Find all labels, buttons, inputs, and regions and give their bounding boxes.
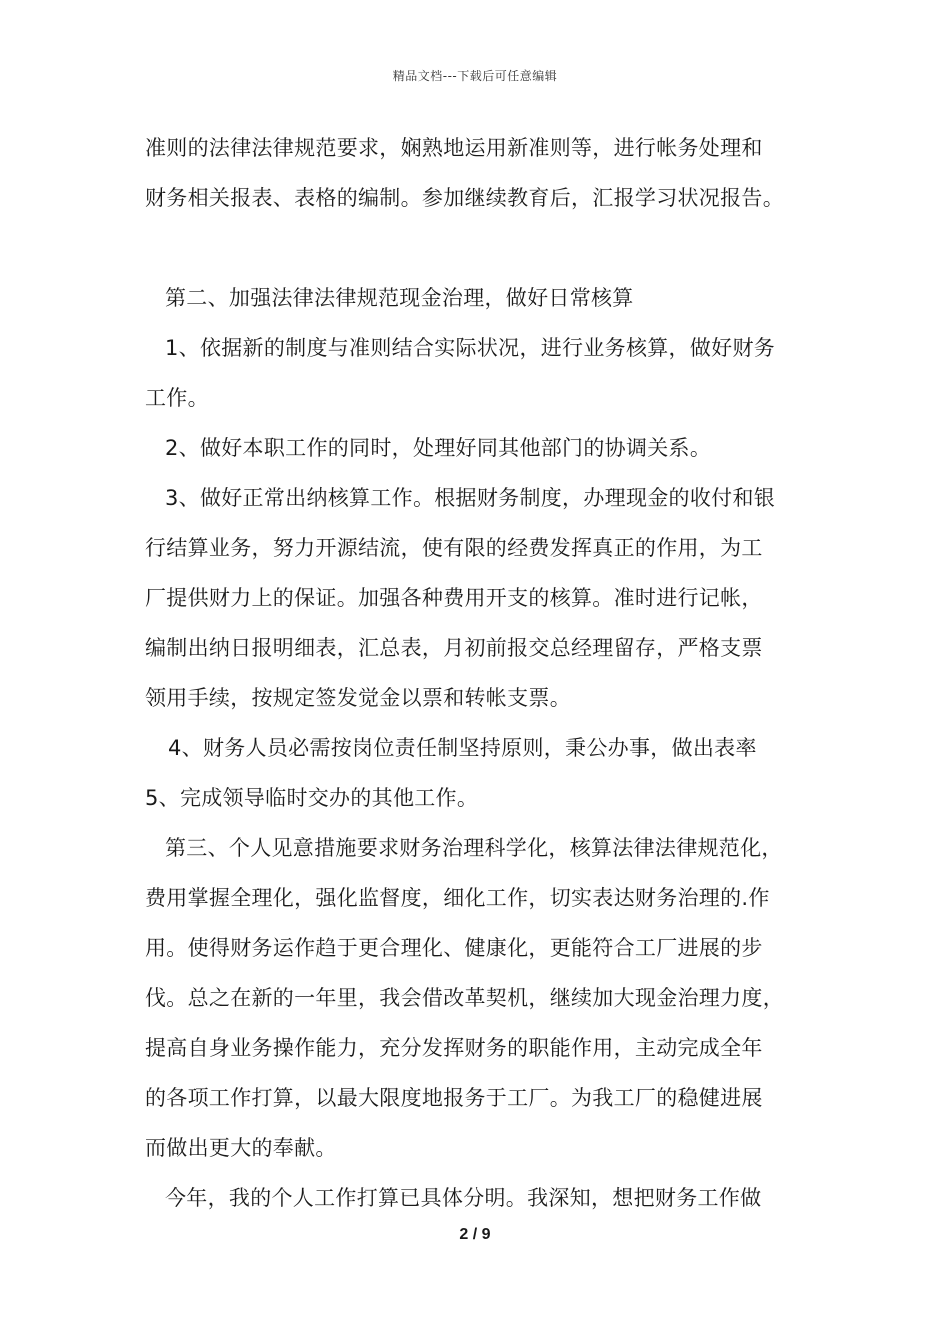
- text-line: 的各项工作打算，以最大限度地报务于工厂。为我工厂的稳健进展: [145, 1086, 763, 1110]
- text-line: 财务相关报表、表格的编制。参加继续教育后，汇报学习状况报告。: [145, 186, 784, 210]
- text-line: 提高自身业务操作能力，充分发挥财务的职能作用，主动完成全年: [145, 1036, 763, 1060]
- page-number: 2 / 9: [459, 1226, 491, 1243]
- text-line: 行结算业务，努力开源结流，使有限的经费发挥真正的作用，为工: [145, 536, 763, 560]
- text-line: 用。使得财务运作趋于更合理化、健康化，更能符合工厂进展的步: [145, 936, 763, 960]
- text-line: 领用手续，按规定签发觉金以票和转帐支票。: [145, 686, 571, 710]
- text-line: 伐。总之在新的一年里，我会借改革契机，继续加大现金治理力度，: [145, 986, 784, 1010]
- text-line: 厂提供财力上的保证。加强各种费用开支的核算。准时进行记帐，: [145, 586, 763, 610]
- text-line: 准则的法律法律规范要求，娴熟地运用新准则等，进行帐务处理和: [145, 136, 763, 160]
- text-line: 1、依据新的制度与准则结合实际状况，进行业务核算，做好财务: [165, 336, 776, 360]
- text-line: 4、财务人员必需按岗位责任制坚持原则，秉公办事，做出表率: [168, 736, 757, 760]
- text-line: 费用掌握全理化，强化监督度，细化工作，切实表达财务治理的.作: [145, 886, 770, 910]
- text-line: 5、完成领导临时交办的其他工作。: [145, 786, 479, 810]
- text-line: 而做出更大的奉献。: [145, 1136, 337, 1160]
- text-line: 3、做好正常出纳核算工作。根据财务制度，办理现金的收付和银: [165, 486, 776, 510]
- text-line: 2、做好本职工作的同时，处理好同其他部门的协调关系。: [165, 436, 712, 460]
- text-line: 今年，我的个人工作打算已具体分明。我深知，想把财务工作做: [165, 1186, 762, 1210]
- section-heading: 第二、加强法律法律规范现金治理，做好日常核算: [165, 286, 634, 310]
- text-line: 编制出纳日报明细表，汇总表，月初前报交总经理留存，严格支票: [145, 636, 763, 660]
- page-header: 精品文档---下载后可任意编辑: [392, 69, 558, 83]
- text-line: 工作。: [145, 386, 209, 410]
- section-heading: 第三、个人见意措施要求财务治理科学化，核算法律法律规范化，: [165, 836, 783, 860]
